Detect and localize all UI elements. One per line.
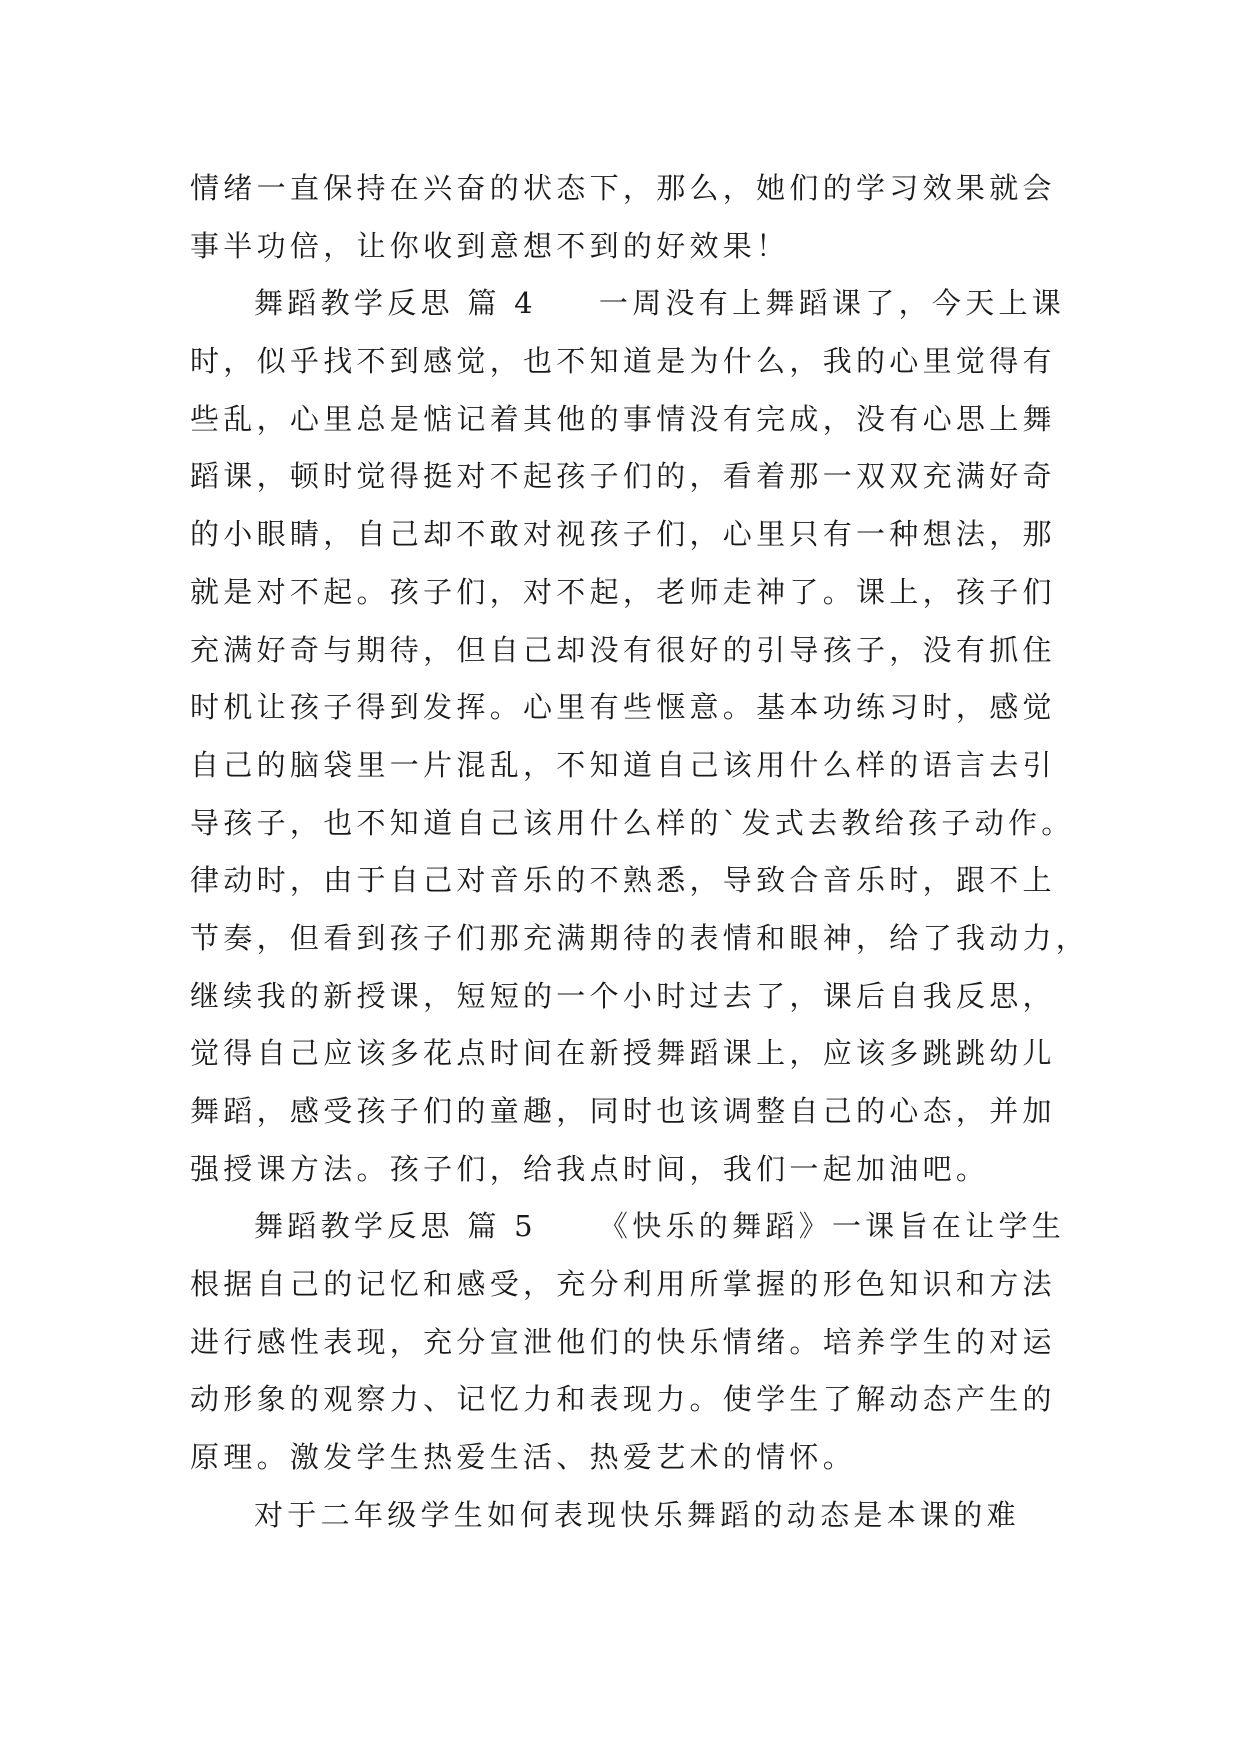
text-line: 自己的脑袋里一片混乱，不知道自己该用什么样的语言去引 [190,747,1056,782]
text-line: 觉得自己应该多花点时间在新授舞蹈课上，应该多跳跳幼儿 [190,1036,1056,1071]
text-line: 情绪一直保持在兴奋的状态下，那么，她们的学习效果就会 [190,171,1056,205]
text-line: 律动时，由于自己对音乐的不熟悉，导致合音乐时，跟不上 [190,863,1056,898]
section-4-text: 一周没有上舞蹈课了，今天上课 [598,286,1066,321]
text-line: 动形象的观察力、记忆力和表现力。使学生了解动态产生的 [190,1382,1056,1417]
section-5-text: 《快乐的舞蹈》一课旨在让学生 [598,1209,1066,1244]
text-line: 事半功倍，让你收到意想不到的好效果！ [190,228,790,263]
text-line: 蹈课，顿时觉得挺对不起孩子们的，看着那一双双充满好奇 [190,459,1056,494]
text-line: 进行感性表现，充分宣泄他们的快乐情绪。培养学生的对运 [190,1324,1056,1359]
text-line: 继续我的新授课，短短的一个小时过去了，课后自我反思， [190,978,1056,1013]
text-line: 原理。激发学生热爱生活、热爱艺术的情怀。 [190,1440,857,1475]
section-5-line [190,1198,1070,1256]
section-5-heading: 舞蹈教学反思 篇 5 [254,1209,537,1244]
text-line: 舞蹈，感受孩子们的童趣，同时也该调整自己的心态，并加 [190,1094,1056,1128]
text-line: 对于二年级学生如何表现快乐舞蹈的动态是本课的难 [254,1497,1020,1532]
text-line: 些乱，心里总是惦记着其他的事情没有完成，没有心思上舞 [190,401,1056,436]
text-line: 时，似乎找不到感觉，也不知道是为什么，我的心里觉得有 [190,344,1056,379]
text-line: 根据自己的记忆和感受，充分利用所掌握的形色知识和方法 [190,1267,1056,1302]
section-4-heading: 舞蹈教学反思 篇 4 [254,286,537,321]
text-line: 充满好奇与期待，但自己却没有很好的引导孩子，没有抓住 [190,632,1056,667]
text-line: 时机让孩子得到发挥。心里有些惬意。基本功练习时，感觉 [190,690,1056,725]
text-line: 节奏，但看到孩子们那充满期待的表情和眼神，给了我动力， [190,920,1090,955]
text-line: 的小眼睛，自己却不敢对视孩子们，心里只有一种想法，那 [190,517,1056,552]
text-line: 导孩子，也不知道自己该用什么样的`发式去教给孩子动作。 [190,805,1075,840]
document-body [190,160,1090,1545]
section-4-line [190,275,1070,333]
text-line: 就是对不起。孩子们，对不起，老师走神了。课上，孩子们 [190,574,1056,609]
text-line: 强授课方法。孩子们，给我点时间，我们一起加油吧。 [190,1151,990,1186]
